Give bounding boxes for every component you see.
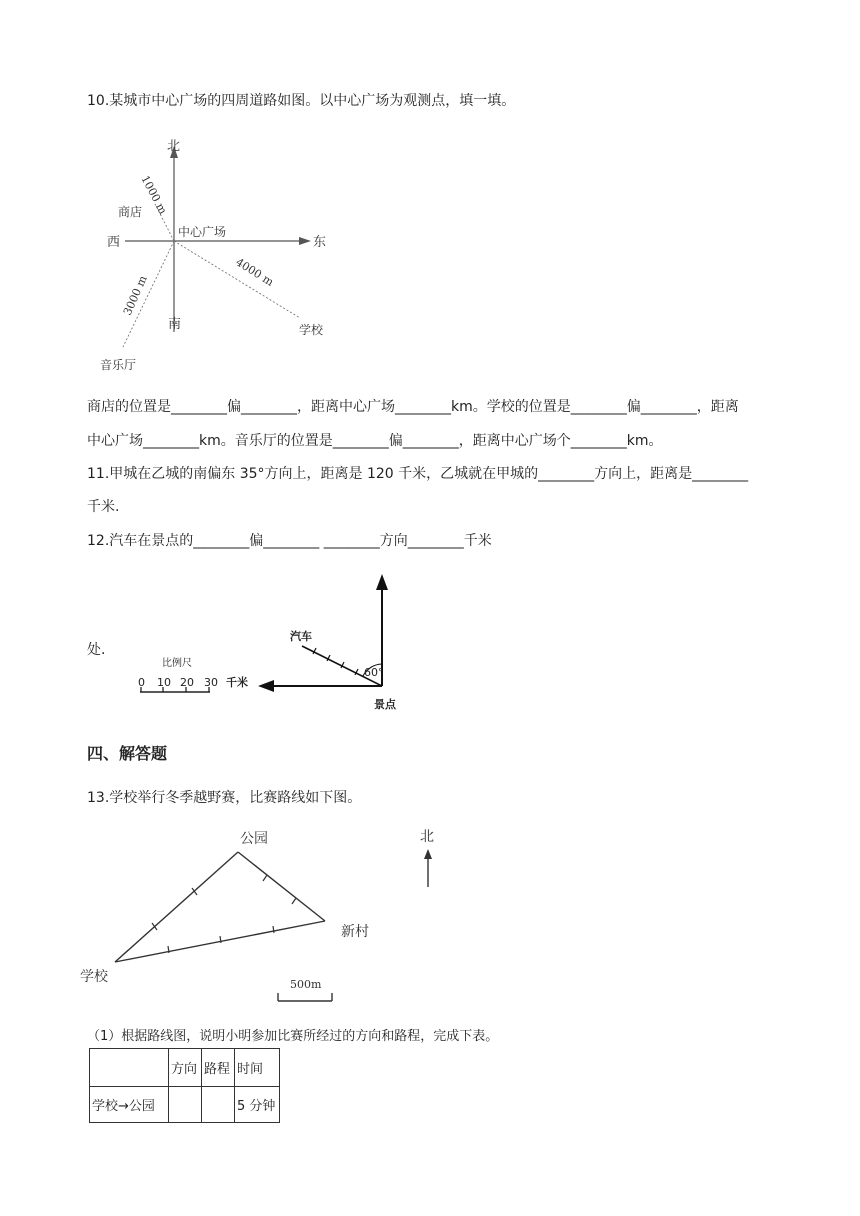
north-arrow-icon	[376, 574, 388, 590]
table-cell: 5 分钟	[235, 1087, 280, 1123]
table-cell: 学校→公园	[90, 1087, 169, 1123]
q13-route-diagram	[78, 825, 458, 1020]
west-arrow-icon	[258, 680, 274, 692]
section-title: 四、解答题	[87, 744, 168, 763]
route-school-park	[115, 852, 238, 962]
school-label: 学校	[80, 969, 108, 985]
east-arrow-icon	[299, 237, 311, 245]
q13-prompt: 13.学校举行冬季越野赛，比赛路线如下图。	[87, 790, 362, 806]
q10-line2: 中心广场________km。音乐厅的位置是________偏________，距离中心广场个________km。	[87, 433, 663, 449]
spot-label: 景点	[374, 698, 396, 711]
scale-tick-30: 30	[204, 676, 218, 689]
music-hall-label: 音乐厅	[100, 358, 137, 372]
west-label: 西	[107, 235, 121, 250]
school-distance-label: 4000 m	[233, 255, 276, 289]
shop-distance-label: 1000 m	[138, 173, 170, 217]
scale-tick-20: 20	[180, 676, 194, 689]
route-table	[89, 1048, 280, 1123]
table-header-cell: 路程	[202, 1049, 235, 1087]
route-park-village	[238, 852, 325, 921]
table-header-cell: 时间	[235, 1049, 280, 1087]
east-label: 东	[313, 235, 327, 250]
center-label: 中心广场	[178, 225, 227, 239]
route-village-school	[115, 921, 325, 962]
table-row	[90, 1087, 280, 1123]
north-arrow-icon	[424, 849, 432, 859]
north-label: 北	[167, 139, 181, 154]
shop-label: 商店	[118, 205, 143, 219]
car-label: 汽车	[290, 630, 312, 643]
q13-sub1: （1）根据路线图，说明小明参加比赛所经过的方向和路程，完成下表。	[87, 1029, 499, 1044]
north-label: 北	[420, 829, 434, 845]
school-label: 学校	[299, 323, 324, 337]
scale-label: 500m	[290, 978, 322, 991]
q10-direction-diagram	[95, 132, 345, 377]
school-line	[174, 241, 300, 318]
park-label: 公园	[240, 831, 268, 847]
q10-prompt: 10.某城市中心广场的四周道路如图。以中心广场为观测点，填一填。	[87, 93, 516, 109]
angle-label: 60°	[364, 666, 384, 679]
scale-unit: 千米	[226, 676, 248, 689]
scale-tick-0: 0	[138, 676, 145, 689]
q12-line1: 12.汽车在景点的________偏________ ________方向________千米	[87, 533, 492, 549]
table-header-cell	[90, 1049, 169, 1087]
q11-line2: 千米.	[87, 499, 120, 515]
table-header-row	[90, 1049, 280, 1087]
village-label: 新村	[341, 924, 369, 940]
music-distance-label: 3000 m	[120, 273, 150, 318]
q12-diagram	[130, 568, 420, 718]
q10-line1: 商店的位置是________偏________，距离中心广场________km。学校的位置是________偏________，距离	[87, 399, 739, 415]
q12-line2: 处.	[87, 642, 106, 658]
q11-line1: 11.甲城在乙城的南偏东 35°方向上，距离是 120 千米，乙城就在甲城的________方向上，距离是________	[87, 466, 749, 482]
table-cell	[169, 1087, 202, 1123]
south-label: 南	[168, 317, 182, 332]
scale-title: 比例尺	[162, 658, 192, 669]
scale-tick-10: 10	[157, 676, 171, 689]
table-cell	[202, 1087, 235, 1123]
table-header-cell: 方向	[169, 1049, 202, 1087]
